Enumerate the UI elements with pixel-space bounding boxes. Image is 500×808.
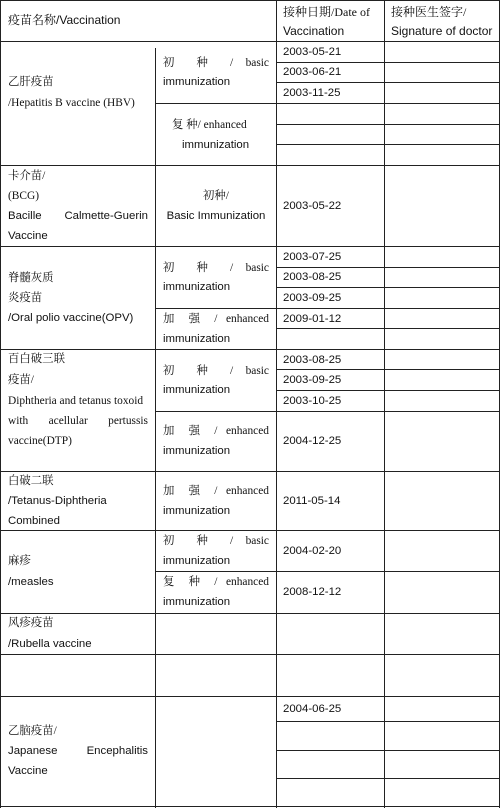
td-name: /Tetanus-Diphtheria	[8, 495, 107, 507]
opv-date-3: 2003-09-25	[283, 292, 342, 304]
grid-line	[0, 696, 500, 697]
doctor-column-header-line2: Signature of doctor	[391, 24, 493, 38]
hbv-enhanced-label: immunization	[182, 139, 250, 151]
date-column-header-line2: Vaccination	[283, 24, 345, 38]
grid-line	[0, 0, 500, 1]
grid-line	[276, 82, 500, 83]
measles-basic-label: immunization	[163, 555, 231, 567]
dtp-date-3: 2003-10-25	[283, 395, 342, 407]
dtp-name: with acellular pertussis	[8, 415, 148, 427]
rubella-name: /Rubella vaccine	[8, 638, 92, 650]
dtp-basic-label: 初 种 / basic	[163, 365, 269, 377]
grid-line	[0, 530, 500, 531]
bcg-date: 2003-05-22	[283, 200, 342, 212]
dtp-basic-label: immunization	[163, 384, 231, 396]
grid-line	[276, 369, 500, 370]
opv-enhanced-label: immunization	[163, 333, 231, 345]
td-name: Combined	[8, 515, 60, 527]
dtp-name: 疫苗/	[8, 374, 34, 386]
opv-date-2: 2003-08-25	[283, 271, 342, 283]
hbv-enhanced-label: 复 种/ enhanced	[172, 119, 247, 131]
opv-basic-label: immunization	[163, 281, 231, 293]
grid-line	[0, 654, 500, 655]
grid-line	[155, 48, 156, 808]
td-enhanced-label: immunization	[163, 505, 231, 517]
grid-line	[384, 0, 385, 808]
dtp-date-1: 2003-08-25	[283, 354, 342, 366]
grid-line	[276, 287, 500, 288]
measles-name: /measles	[8, 576, 54, 588]
opv-basic-label: 初 种 / basic	[163, 262, 269, 274]
je-name: 乙脑疫苗/	[8, 725, 57, 737]
grid-line	[276, 721, 500, 722]
je-date: 2004-06-25	[283, 703, 342, 715]
grid-line	[0, 349, 500, 350]
bcg-name: Vaccine	[8, 230, 48, 242]
dtp-enhanced-label: 加 强 / enhanced	[163, 425, 269, 437]
grid-line	[276, 267, 500, 268]
grid-line	[0, 806, 500, 807]
grid-line	[276, 328, 500, 329]
grid-line	[155, 41, 500, 42]
je-name: Japanese Encephalitis	[8, 745, 148, 757]
td-enhanced-label: 加 强 / enhanced	[163, 485, 269, 497]
measles-date-1: 2004-02-20	[283, 545, 342, 557]
opv-name: 炎疫苗	[8, 292, 43, 304]
td-date: 2011-05-14	[283, 495, 341, 507]
grid-line	[0, 0, 1, 808]
dtp-date-2: 2003-09-25	[283, 374, 342, 386]
measles-enhanced-label: immunization	[163, 596, 231, 608]
bcg-name: Bacille Calmette-Guerin	[8, 210, 148, 222]
hbv-name: /Hepatitis B vaccine (HBV)	[8, 97, 135, 109]
rubella-name: 风疹疫苗	[8, 617, 54, 629]
dtp-enhanced-label: immunization	[163, 445, 231, 457]
hbv-date-3: 2003-11-25	[283, 87, 341, 99]
dtp-name: Diphtheria and tetanus toxoid	[8, 395, 144, 407]
bcg-type-label: 初种/	[203, 190, 229, 202]
measles-date-2: 2008-12-12	[283, 586, 342, 598]
grid-line	[155, 571, 500, 572]
hbv-date-2: 2003-06-21	[283, 66, 342, 78]
opv-enhanced-label: 加 强 / enhanced	[163, 313, 269, 325]
grid-line	[155, 411, 500, 412]
vaccine-column-header: 疫苗名称/Vaccination	[8, 13, 121, 27]
opv-date-1: 2003-07-25	[283, 251, 342, 263]
grid-line	[276, 0, 277, 808]
doctor-column-header-line1: 接种医生签字/	[391, 5, 467, 19]
opv-name: /Oral polio vaccine(OPV)	[8, 312, 134, 324]
date-column-header-line1: 接种日期/Date of	[283, 5, 370, 19]
grid-line	[276, 750, 500, 751]
opv-name: 脊髓灰质	[8, 272, 54, 284]
grid-line	[0, 246, 500, 247]
grid-line	[276, 778, 500, 779]
measles-enhanced-label: 复 种 / enhanced	[163, 576, 269, 588]
opv-date-4: 2009-01-12	[283, 313, 342, 325]
dtp-name: 百白破三联	[8, 353, 65, 365]
grid-line	[276, 144, 500, 145]
grid-line	[155, 308, 500, 309]
measles-basic-label: 初 种 / basic	[163, 535, 269, 547]
bcg-type-label: Basic Immunization	[166, 210, 266, 222]
dtp-date-4: 2004-12-25	[283, 435, 342, 447]
bcg-name: 卡介苗/	[8, 170, 46, 182]
je-name: Vaccine	[8, 765, 48, 777]
dtp-name: vaccine(DTP)	[8, 435, 72, 447]
td-name: 白破二联	[8, 475, 54, 487]
bcg-name: (BCG)	[8, 190, 40, 202]
hbv-basic-label: immunization	[163, 76, 231, 88]
hbv-name: 乙肝疫苗	[8, 76, 54, 88]
grid-line	[155, 103, 500, 104]
grid-line	[0, 613, 500, 614]
hbv-basic-label: 初 种 / basic	[163, 57, 269, 69]
grid-line	[276, 124, 500, 125]
hbv-date-1: 2003-05-21	[283, 46, 342, 58]
grid-line	[0, 471, 500, 472]
measles-name: 麻疹	[8, 555, 31, 567]
grid-line	[276, 62, 500, 63]
grid-line	[0, 165, 500, 166]
grid-line	[276, 390, 500, 391]
